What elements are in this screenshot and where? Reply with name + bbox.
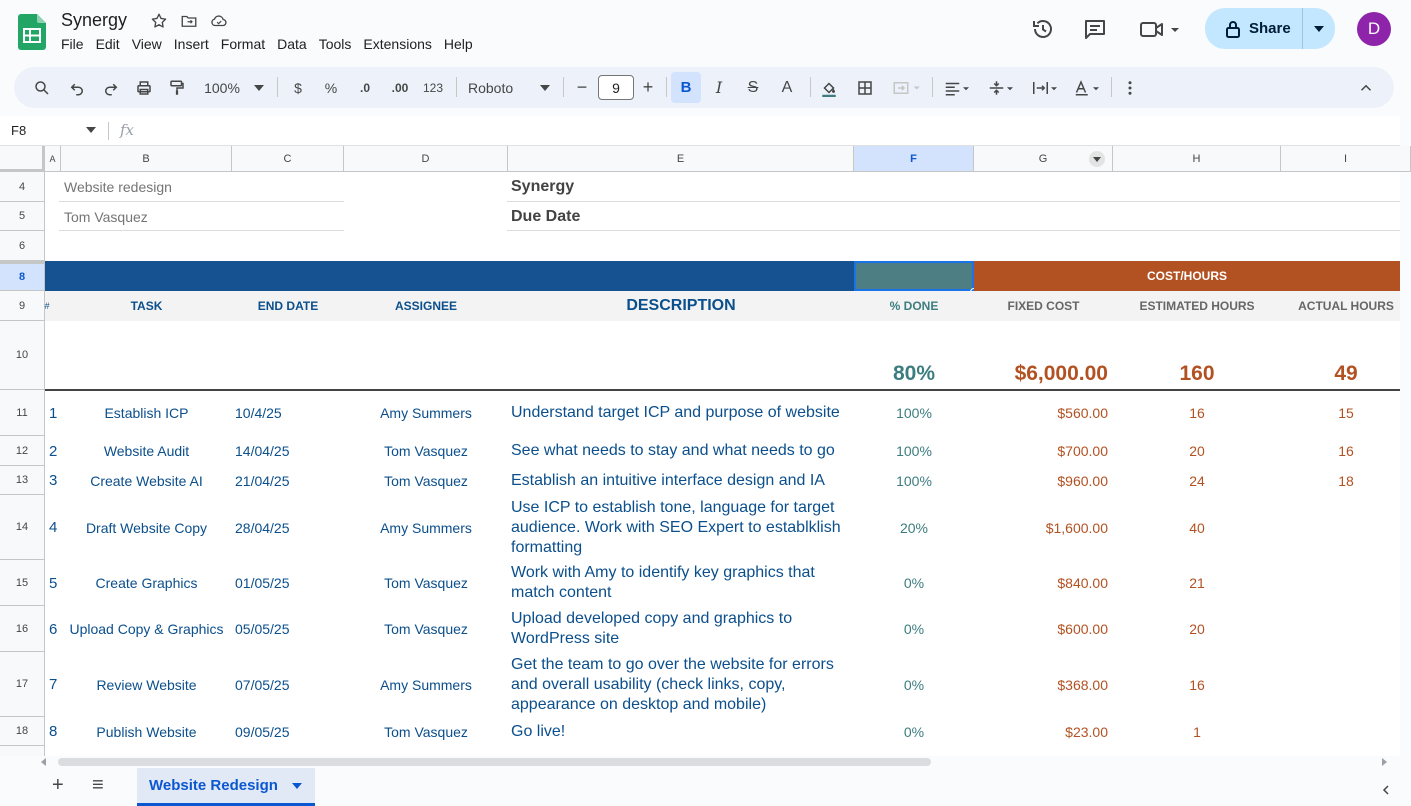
task-done[interactable]: 0% <box>903 575 925 591</box>
done-header[interactable]: % DONE <box>889 299 939 313</box>
row-number[interactable]: 1 <box>49 404 58 422</box>
search-menus-icon[interactable] <box>30 67 54 108</box>
task-name[interactable]: Review Website <box>96 676 197 693</box>
row-header-9[interactable]: 9 <box>0 291 45 321</box>
task-actual-hours[interactable] <box>1281 652 1411 717</box>
menu-extensions[interactable]: Extensions <box>363 36 432 52</box>
task-est-hours[interactable]: 20 <box>1189 621 1205 637</box>
vertical-align-icon[interactable] <box>983 67 1019 108</box>
row-number[interactable]: 8 <box>49 723 58 740</box>
task-description[interactable]: Use ICP to establish tone, language for target audience. Work with SEO Expert to establklish formatting <box>511 498 841 556</box>
row-header-11[interactable]: 11 <box>0 390 45 436</box>
assignee-header[interactable]: ASSIGNEE <box>394 299 457 313</box>
task-description[interactable]: Establish an intuitive interface design and IA <box>511 471 825 489</box>
end-date-header[interactable]: END DATE <box>257 299 319 313</box>
task-assignee[interactable]: Amy Summers <box>380 676 472 693</box>
move-folder-icon[interactable] <box>180 12 198 30</box>
menu-view[interactable]: View <box>131 36 162 52</box>
more-options-icon[interactable] <box>1120 67 1140 108</box>
menu-file[interactable]: File <box>61 36 84 52</box>
font-size-input[interactable]: 9 <box>598 75 634 100</box>
bold-button[interactable]: B <box>680 79 692 96</box>
task-done[interactable]: 100% <box>896 405 932 421</box>
lock-icon <box>1225 20 1241 38</box>
task-actual-hours[interactable] <box>1281 495 1411 560</box>
task-name[interactable]: Draft Website Copy <box>85 519 208 536</box>
scroll-left-icon[interactable] <box>40 758 48 766</box>
number-format-button[interactable]: 123 <box>422 80 444 95</box>
share-label: Share <box>1249 20 1291 37</box>
task-description[interactable]: Work with Amy to identify key graphics that match content <box>511 564 815 601</box>
task-assignee[interactable]: Tom Vasquez <box>384 575 468 591</box>
menu-format[interactable]: Format <box>220 36 266 52</box>
name-box[interactable]: F8 <box>11 123 27 138</box>
decrease-decimal-button[interactable]: .0 <box>359 80 370 95</box>
task-est-hours[interactable]: 1 <box>1193 723 1201 740</box>
task-cost[interactable]: $840.00 <box>1057 575 1108 591</box>
task-end-date[interactable]: 05/05/25 <box>235 621 290 637</box>
task-est-hours[interactable]: 21 <box>1189 575 1205 591</box>
font-caret-icon[interactable] <box>538 67 552 108</box>
description-header[interactable]: DESCRIPTION <box>626 297 736 314</box>
row-header-13[interactable]: 13 <box>0 466 45 495</box>
share-button[interactable] <box>1205 8 1335 49</box>
format-percent-button[interactable]: % <box>324 79 338 96</box>
caret-down-icon <box>1314 26 1324 32</box>
menu-tools[interactable]: Tools <box>318 36 352 52</box>
sheets-logo-icon[interactable] <box>18 14 46 50</box>
select-all-corner[interactable] <box>0 146 45 172</box>
fixed-cost-header[interactable]: FIXED COST <box>1007 299 1080 313</box>
row-header-18[interactable]: 18 <box>0 717 45 746</box>
meet-icon[interactable] <box>1139 17 1179 41</box>
task-description[interactable]: Understand target ICP and purpose of website <box>511 404 840 421</box>
text-color-button[interactable]: A <box>781 78 793 96</box>
redo-icon[interactable] <box>99 67 123 108</box>
undo-icon[interactable] <box>65 67 89 108</box>
row-number[interactable]: 4 <box>49 519 58 536</box>
menu-help[interactable]: Help <box>443 36 473 52</box>
task-name[interactable]: Website Audit <box>103 443 190 459</box>
col-header-b[interactable]: B <box>61 146 232 172</box>
font-select[interactable]: Roboto <box>468 79 514 96</box>
row-number[interactable]: 5 <box>49 574 58 592</box>
task-est-hours[interactable]: 20 <box>1189 443 1205 459</box>
borders-icon[interactable] <box>852 67 878 108</box>
task-cost[interactable]: $1,600.00 <box>1045 519 1108 536</box>
row-number[interactable]: 3 <box>49 472 58 489</box>
total-done-cell[interactable]: 80% <box>892 362 936 385</box>
version-history-icon[interactable] <box>1031 17 1055 41</box>
task-actual-hours[interactable]: 18 <box>1338 472 1354 489</box>
company-name-cell[interactable]: Synergy <box>511 178 575 195</box>
fill-color-icon[interactable] <box>816 67 842 108</box>
task-assignee[interactable]: Amy Summers <box>380 405 472 421</box>
decrease-font-size-button[interactable]: − <box>576 77 588 97</box>
task-cost[interactable]: $560.00 <box>1057 405 1108 421</box>
task-header[interactable]: TASK <box>130 299 163 313</box>
task-name[interactable]: Create Website AI <box>90 472 203 489</box>
task-done[interactable]: 100% <box>896 443 932 459</box>
task-assignee[interactable]: Tom Vasquez <box>384 723 468 740</box>
task-name[interactable]: Establish ICP <box>104 405 189 421</box>
due-date-label-cell[interactable]: Due Date <box>511 207 581 225</box>
star-icon[interactable] <box>150 12 168 30</box>
task-end-date[interactable]: 28/04/25 <box>235 519 290 536</box>
task-assignee[interactable]: Tom Vasquez <box>384 621 468 637</box>
row-header-8[interactable]: 8 <box>0 261 45 291</box>
text-rotation-icon[interactable] <box>1069 67 1105 108</box>
task-est-hours[interactable]: 16 <box>1189 676 1205 693</box>
sheet-tab-website-redesign[interactable] <box>137 768 315 806</box>
account-avatar[interactable]: D <box>1357 12 1391 46</box>
menu-insert[interactable]: Insert <box>173 36 209 52</box>
task-end-date[interactable]: 01/05/25 <box>235 575 290 591</box>
row-header-5[interactable]: 5 <box>0 202 45 231</box>
col-header-f[interactable]: F <box>854 146 974 172</box>
total-est-hours-cell[interactable]: 160 <box>1179 362 1215 385</box>
document-title[interactable]: Synergy <box>61 10 128 30</box>
selected-cell-f8[interactable] <box>854 261 974 291</box>
row-header-19[interactable] <box>0 746 45 756</box>
row-header-15[interactable]: 15 <box>0 560 45 606</box>
total-cost-cell[interactable]: $6,000.00 <box>1014 362 1108 385</box>
row-header-17[interactable]: 17 <box>0 652 45 717</box>
task-name[interactable]: Upload Copy & Graphics <box>69 621 224 637</box>
task-end-date[interactable]: 21/04/25 <box>235 472 290 489</box>
cost-hours-header[interactable]: COST/HOURS <box>974 261 1400 291</box>
task-end-date[interactable]: 10/4/25 <box>235 405 282 421</box>
sheet-tab-bar <box>0 768 1400 806</box>
toolbar <box>14 67 1394 108</box>
cloud-status-icon[interactable] <box>210 12 228 30</box>
zoom-caret-icon[interactable] <box>252 67 266 108</box>
task-description[interactable]: Upload developed copy and graphics to WordPress site <box>511 610 793 647</box>
menu-data[interactable]: Data <box>277 36 307 52</box>
col-header-e[interactable]: E <box>508 146 854 172</box>
task-actual-hours[interactable] <box>1281 560 1411 606</box>
title-actions <box>150 12 228 30</box>
est-hours-header[interactable]: ESTIMATED HOURS <box>1139 299 1255 313</box>
task-done[interactable]: 0% <box>903 723 925 740</box>
horizontal-align-icon[interactable] <box>939 67 975 108</box>
row-header-16[interactable]: 16 <box>0 606 45 652</box>
project-manager-cell[interactable]: Tom Vasquez <box>64 208 148 225</box>
task-est-hours[interactable]: 16 <box>1189 405 1205 421</box>
num-header[interactable]: # <box>44 301 50 311</box>
add-sheet-button[interactable]: + <box>52 774 64 796</box>
task-cost[interactable]: $960.00 <box>1057 472 1108 489</box>
share-dropdown[interactable] <box>1303 26 1335 32</box>
scroll-right-icon[interactable] <box>1380 758 1388 766</box>
task-name[interactable]: Create Graphics <box>95 575 198 591</box>
task-actual-hours[interactable]: 16 <box>1338 443 1354 459</box>
row-header-14[interactable]: 14 <box>0 495 45 560</box>
increase-decimal-button[interactable]: .00 <box>391 80 409 95</box>
task-name[interactable]: Publish Website <box>96 723 197 740</box>
formula-bar <box>0 116 1400 146</box>
name-box-caret-icon[interactable] <box>86 127 96 133</box>
task-cost[interactable]: $368.00 <box>1057 676 1108 693</box>
menu-bar <box>61 36 485 52</box>
header-band-blue <box>45 261 854 291</box>
col-header-h[interactable]: H <box>1113 146 1281 172</box>
task-description[interactable]: Go live! <box>511 722 566 740</box>
task-done[interactable]: 0% <box>903 676 925 693</box>
actual-hours-header[interactable]: ACTUAL HOURS <box>1298 299 1394 313</box>
italic-button[interactable]: I <box>715 78 723 97</box>
row-header-6[interactable]: 6 <box>0 231 45 261</box>
col-header-g-label: G <box>1038 152 1048 165</box>
task-actual-hours[interactable]: 15 <box>1338 405 1354 421</box>
project-name-cell[interactable]: Website redesign <box>64 179 172 195</box>
comments-icon[interactable] <box>1083 17 1107 41</box>
horizontal-scrollbar[interactable] <box>0 756 1400 768</box>
row-number[interactable]: 6 <box>49 620 58 638</box>
task-actual-hours[interactable] <box>1281 606 1411 652</box>
text-wrapping-icon[interactable] <box>1027 67 1063 108</box>
task-assignee[interactable]: Tom Vasquez <box>384 472 468 489</box>
merge-cells-icon[interactable] <box>888 67 926 108</box>
task-done[interactable]: 20% <box>899 519 929 536</box>
increase-font-size-button[interactable]: + <box>642 77 654 97</box>
task-end-date[interactable]: 09/05/25 <box>235 723 290 740</box>
sheet-tab-label: Website Redesign <box>149 777 278 794</box>
task-description[interactable]: See what needs to stay and what needs to go <box>511 442 835 459</box>
row-header-10[interactable]: 10 <box>0 321 45 390</box>
task-done[interactable]: 100% <box>896 472 932 489</box>
total-actual-hours-cell[interactable]: 49 <box>1334 362 1358 385</box>
task-done[interactable]: 0% <box>903 621 925 637</box>
task-cost[interactable]: $600.00 <box>1057 621 1108 637</box>
row-header-4[interactable]: 4 <box>0 172 45 202</box>
all-sheets-button[interactable]: ≡ <box>92 774 104 796</box>
fx-icon: fx <box>120 121 135 139</box>
task-est-hours[interactable]: 24 <box>1189 472 1205 489</box>
task-end-date[interactable]: 07/05/25 <box>235 676 290 693</box>
paint-format-icon[interactable] <box>165 67 189 108</box>
task-actual-hours[interactable] <box>1281 717 1411 746</box>
row-number[interactable]: 7 <box>49 676 58 693</box>
explore-collapse-icon[interactable] <box>1380 784 1392 796</box>
task-est-hours[interactable]: 40 <box>1189 519 1205 536</box>
share-main[interactable] <box>1205 8 1303 49</box>
task-cost[interactable]: $23.00 <box>1065 723 1108 740</box>
col-header-c[interactable]: C <box>232 146 344 172</box>
print-icon[interactable] <box>132 67 156 108</box>
format-currency-button[interactable]: $ <box>294 79 302 96</box>
row-header-12[interactable]: 12 <box>0 436 45 466</box>
strikethrough-button[interactable]: S <box>747 78 759 96</box>
row-number[interactable]: 2 <box>49 442 58 460</box>
task-cost[interactable]: $700.00 <box>1057 443 1108 459</box>
task-end-date[interactable]: 14/04/25 <box>235 443 290 459</box>
menu-edit[interactable]: Edit <box>95 36 120 52</box>
col-header-g[interactable] <box>974 146 1113 172</box>
zoom-select[interactable]: 100% <box>204 79 240 96</box>
scrollbar-thumb[interactable] <box>58 758 931 766</box>
filter-dropdown-icon[interactable] <box>1088 151 1106 167</box>
sheet-tab-caret-icon[interactable] <box>292 783 302 789</box>
col-header-d[interactable]: D <box>344 146 508 172</box>
sheet-grid[interactable] <box>45 172 1400 756</box>
task-assignee[interactable]: Tom Vasquez <box>384 443 468 459</box>
task-description[interactable]: Get the team to go over the website for errors and overall usability (check links, copy, appearance on desktop and mobile) <box>511 655 834 713</box>
task-assignee[interactable]: Amy Summers <box>380 519 472 536</box>
collapse-toolbar-icon[interactable] <box>1354 67 1378 108</box>
col-header-i[interactable]: I <box>1281 146 1411 172</box>
col-header-a[interactable]: A <box>45 146 61 172</box>
